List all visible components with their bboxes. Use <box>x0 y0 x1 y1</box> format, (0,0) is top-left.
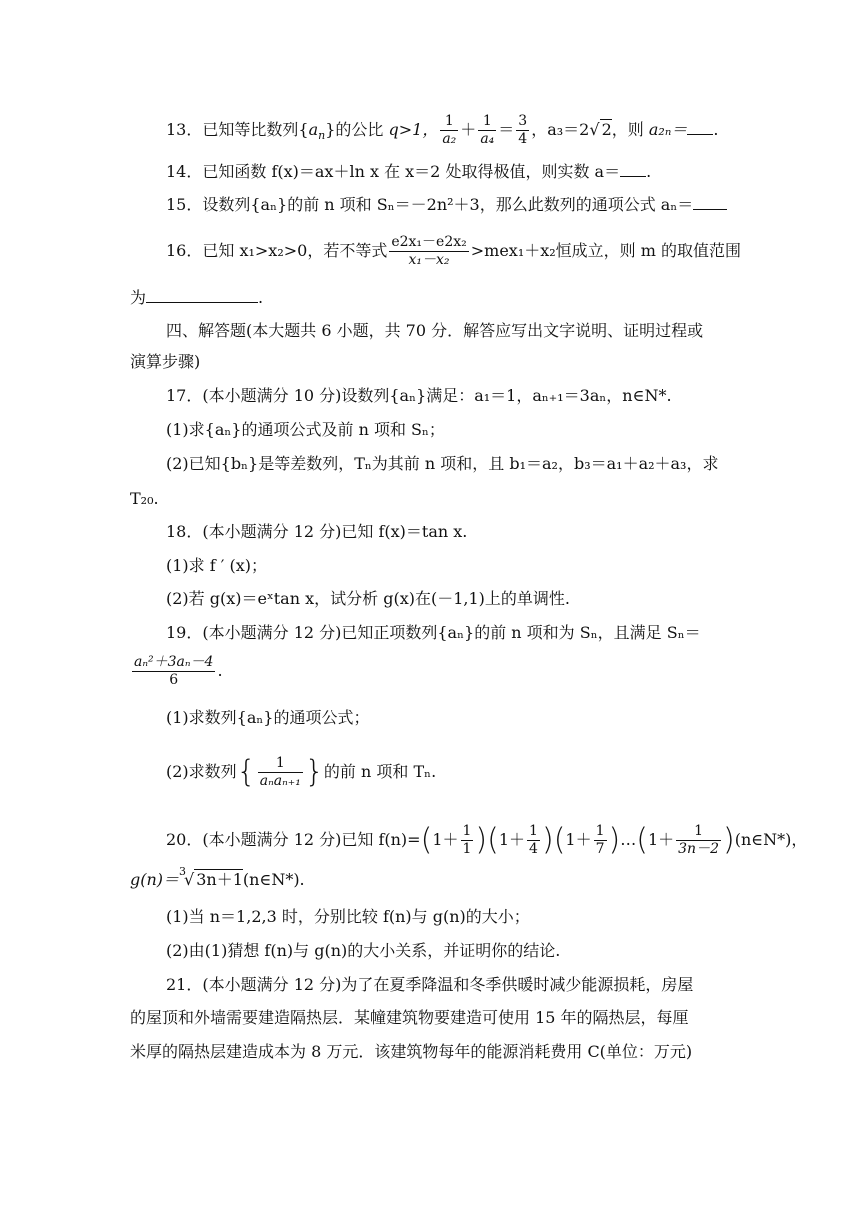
question-20-g <box>130 865 730 893</box>
q20-factor-4: $\frac{1}{3n-2}$ <box>678 823 719 857</box>
q14-end: . <box>646 162 652 181</box>
left-brace-icon: { <box>236 754 256 790</box>
question-13 <box>166 113 730 148</box>
q13-fraction-2: $\frac{1}{\text{a₄}}$ <box>480 113 495 147</box>
question-16 <box>166 234 742 269</box>
q15-text: 设数列{aₙ}的前 n 项和 Sₙ＝－2n²＋3，那么此数列的通项公式 aₙ＝ <box>202 195 694 214</box>
question-20-part2: (2)由(1)猜想 f(n)与 g(n)的大小关系，并证明你的结论. <box>166 941 561 960</box>
q15-number: 15． <box>166 195 203 214</box>
q14-text: 已知函数 f(x)＝ax＋ln x 在 x＝2 处取得极值，则实数 a＝ <box>202 162 621 181</box>
q13-equals: ＝ <box>498 120 515 139</box>
question-16-cont <box>130 286 730 309</box>
question-19-formula <box>130 654 730 689</box>
question-20-part1: (1)当 n＝1,2,3 时，分别比较 f(n)与 g(n)的大小； <box>166 907 530 926</box>
question-18: 18．(本小题满分 12 分)已知 f(x)＝tan x. <box>166 522 468 541</box>
left-paren-icon: ( <box>420 822 433 858</box>
q13-sqrt-value: 2 <box>601 120 612 139</box>
left-paren-icon: ( <box>487 822 499 858</box>
sqrt-icon: √ <box>184 870 195 889</box>
q20-dots: … <box>620 830 637 849</box>
q20-factor-3: $\frac{1}{7}$ <box>595 823 605 857</box>
question-17-part1: (1)求{aₙ}的通项公式及前 n 项和 Sₙ； <box>166 420 445 439</box>
q20-text2: (n∈N*)， <box>734 830 808 849</box>
q14-answer-blank <box>620 160 646 177</box>
right-paren-icon: ) <box>541 822 554 858</box>
section-4-heading-cont: 演算步骤) <box>130 352 201 371</box>
question-18-part1: (1)求 f ′ (x)； <box>166 556 267 575</box>
right-paren-icon: ) <box>475 822 488 858</box>
question-19: 19．(本小题满分 12 分)已知正项数列{aₙ}的前 n 项和为 Sₙ，且满足 Sₙ＝ <box>166 623 701 642</box>
q13-a3: ，a₃＝2 <box>531 120 590 139</box>
question-17-part2-cont: T₂₀. <box>130 489 159 508</box>
q20-g-label: g(n)＝ <box>130 870 180 889</box>
right-paren-icon: ) <box>722 822 735 858</box>
q16-text3: 为 <box>130 288 147 307</box>
q16-text: 已知 x₁>x₂>0，若不等式 <box>202 241 388 260</box>
q13-then: ，则 <box>611 120 644 139</box>
q16-end: . <box>258 288 264 307</box>
q13-a2n: a₂ₙ＝ <box>648 120 688 139</box>
q13-number: 13． <box>166 120 203 139</box>
q16-fraction: $\frac{\text{e2x₁－e2x₂}}{\text{x₁－x₂}}$ <box>391 234 467 268</box>
q13-text2: }的公比 <box>325 120 384 139</box>
q13-answer-blank <box>687 118 713 135</box>
q20-root-index: 3 <box>179 865 187 878</box>
section-4-heading: 四、解答题(本大题共 6 小题，共 70 分．解答应写出文字说明、证明过程或 <box>166 321 704 340</box>
left-paren-icon: ( <box>553 822 566 858</box>
question-14 <box>166 160 730 183</box>
q19-end: . <box>217 661 223 680</box>
q16-number: 16． <box>166 241 203 260</box>
question-21: 21．(本小题满分 12 分)为了在夏季降温和冬季供暖时减少能源损耗，房屋 <box>166 975 694 994</box>
q13-fraction-1: $\frac{1}{\text{a₂}}$ <box>442 113 457 147</box>
question-19-part1: (1)求数列{aₙ}的通项公式； <box>166 708 370 727</box>
question-19-part2 <box>166 755 730 790</box>
q20-g-end: (n∈N*). <box>242 870 305 889</box>
question-17-part2: (2)已知{bₙ}是等差数列，Tₙ为其前 n 项和，且 b₁＝a₂，b₃＝a₁＋a₂＋a₃，求 <box>166 454 719 473</box>
q13-fraction-3: $\frac{3}{4}$ <box>518 113 528 147</box>
q14-number: 14． <box>166 162 203 181</box>
question-17: 17．(本小题满分 10 分)设数列{aₙ}满足：a₁＝1，aₙ₊₁＝3aₙ，n∈N*. <box>166 386 672 405</box>
q13-end: . <box>713 120 719 139</box>
right-paren-icon: ) <box>608 822 621 858</box>
sqrt-icon: √ <box>589 120 600 139</box>
q13-an: $a_n$ <box>308 120 326 143</box>
q19-fraction: $\frac{\text{aₙ²＋3aₙ－4}}{6}$ <box>134 654 214 688</box>
q13-text: 已知等比数列{ <box>202 120 309 139</box>
q20-radicand: 3n＋1 <box>196 870 243 889</box>
right-brace-icon: } <box>304 754 324 790</box>
q20-factor-2: $\frac{1}{4}$ <box>529 823 538 857</box>
left-paren-icon: ( <box>636 822 648 858</box>
question-21-cont2: 米厚的隔热层建造成本为 8 万元．该建筑物每年的能源消耗费用 C(单位：万元) <box>130 1042 693 1061</box>
q16-text2: >mex₁＋x₂恒成立，则 m 的取值范围 <box>470 241 742 260</box>
question-20: 20．(本小题满分 12 分)已知 f(n)=(1＋ $\frac{1}{1}$ )(1＋ $\frac{1}{4}$ )(1＋ $\frac{1}{7}$ )…(1＋ $\frac{1}{3n-2}$ )(n∈N*)， <box>166 822 808 858</box>
q13-plus: ＋ <box>460 120 477 139</box>
question-21-cont1: 的屋顶和外墙需要建造隔热层．某幢建筑物要建造可使用 15 年的隔热层，每厘 <box>130 1008 689 1027</box>
q20-text: 20．(本小题满分 12 分)已知 f(n)= <box>166 830 421 849</box>
question-15 <box>166 193 730 216</box>
q13-condition: q>1， <box>388 120 439 139</box>
q19-inner-fraction: $\frac{1}{\text{aₙaₙ₊₁}}$ <box>259 755 301 789</box>
q15-answer-blank <box>693 193 727 210</box>
q20-factor-1: $\frac{1}{1}$ <box>462 823 472 857</box>
question-18-part2: (2)若 g(x)＝eˣtan x，试分析 g(x)在(－1,1)上的单调性. <box>166 589 570 608</box>
q19-part2-text2: 的前 n 项和 Tₙ. <box>323 762 437 781</box>
q19-part2-text: (2)求数列 <box>166 762 237 781</box>
q16-answer-blank <box>146 286 258 303</box>
